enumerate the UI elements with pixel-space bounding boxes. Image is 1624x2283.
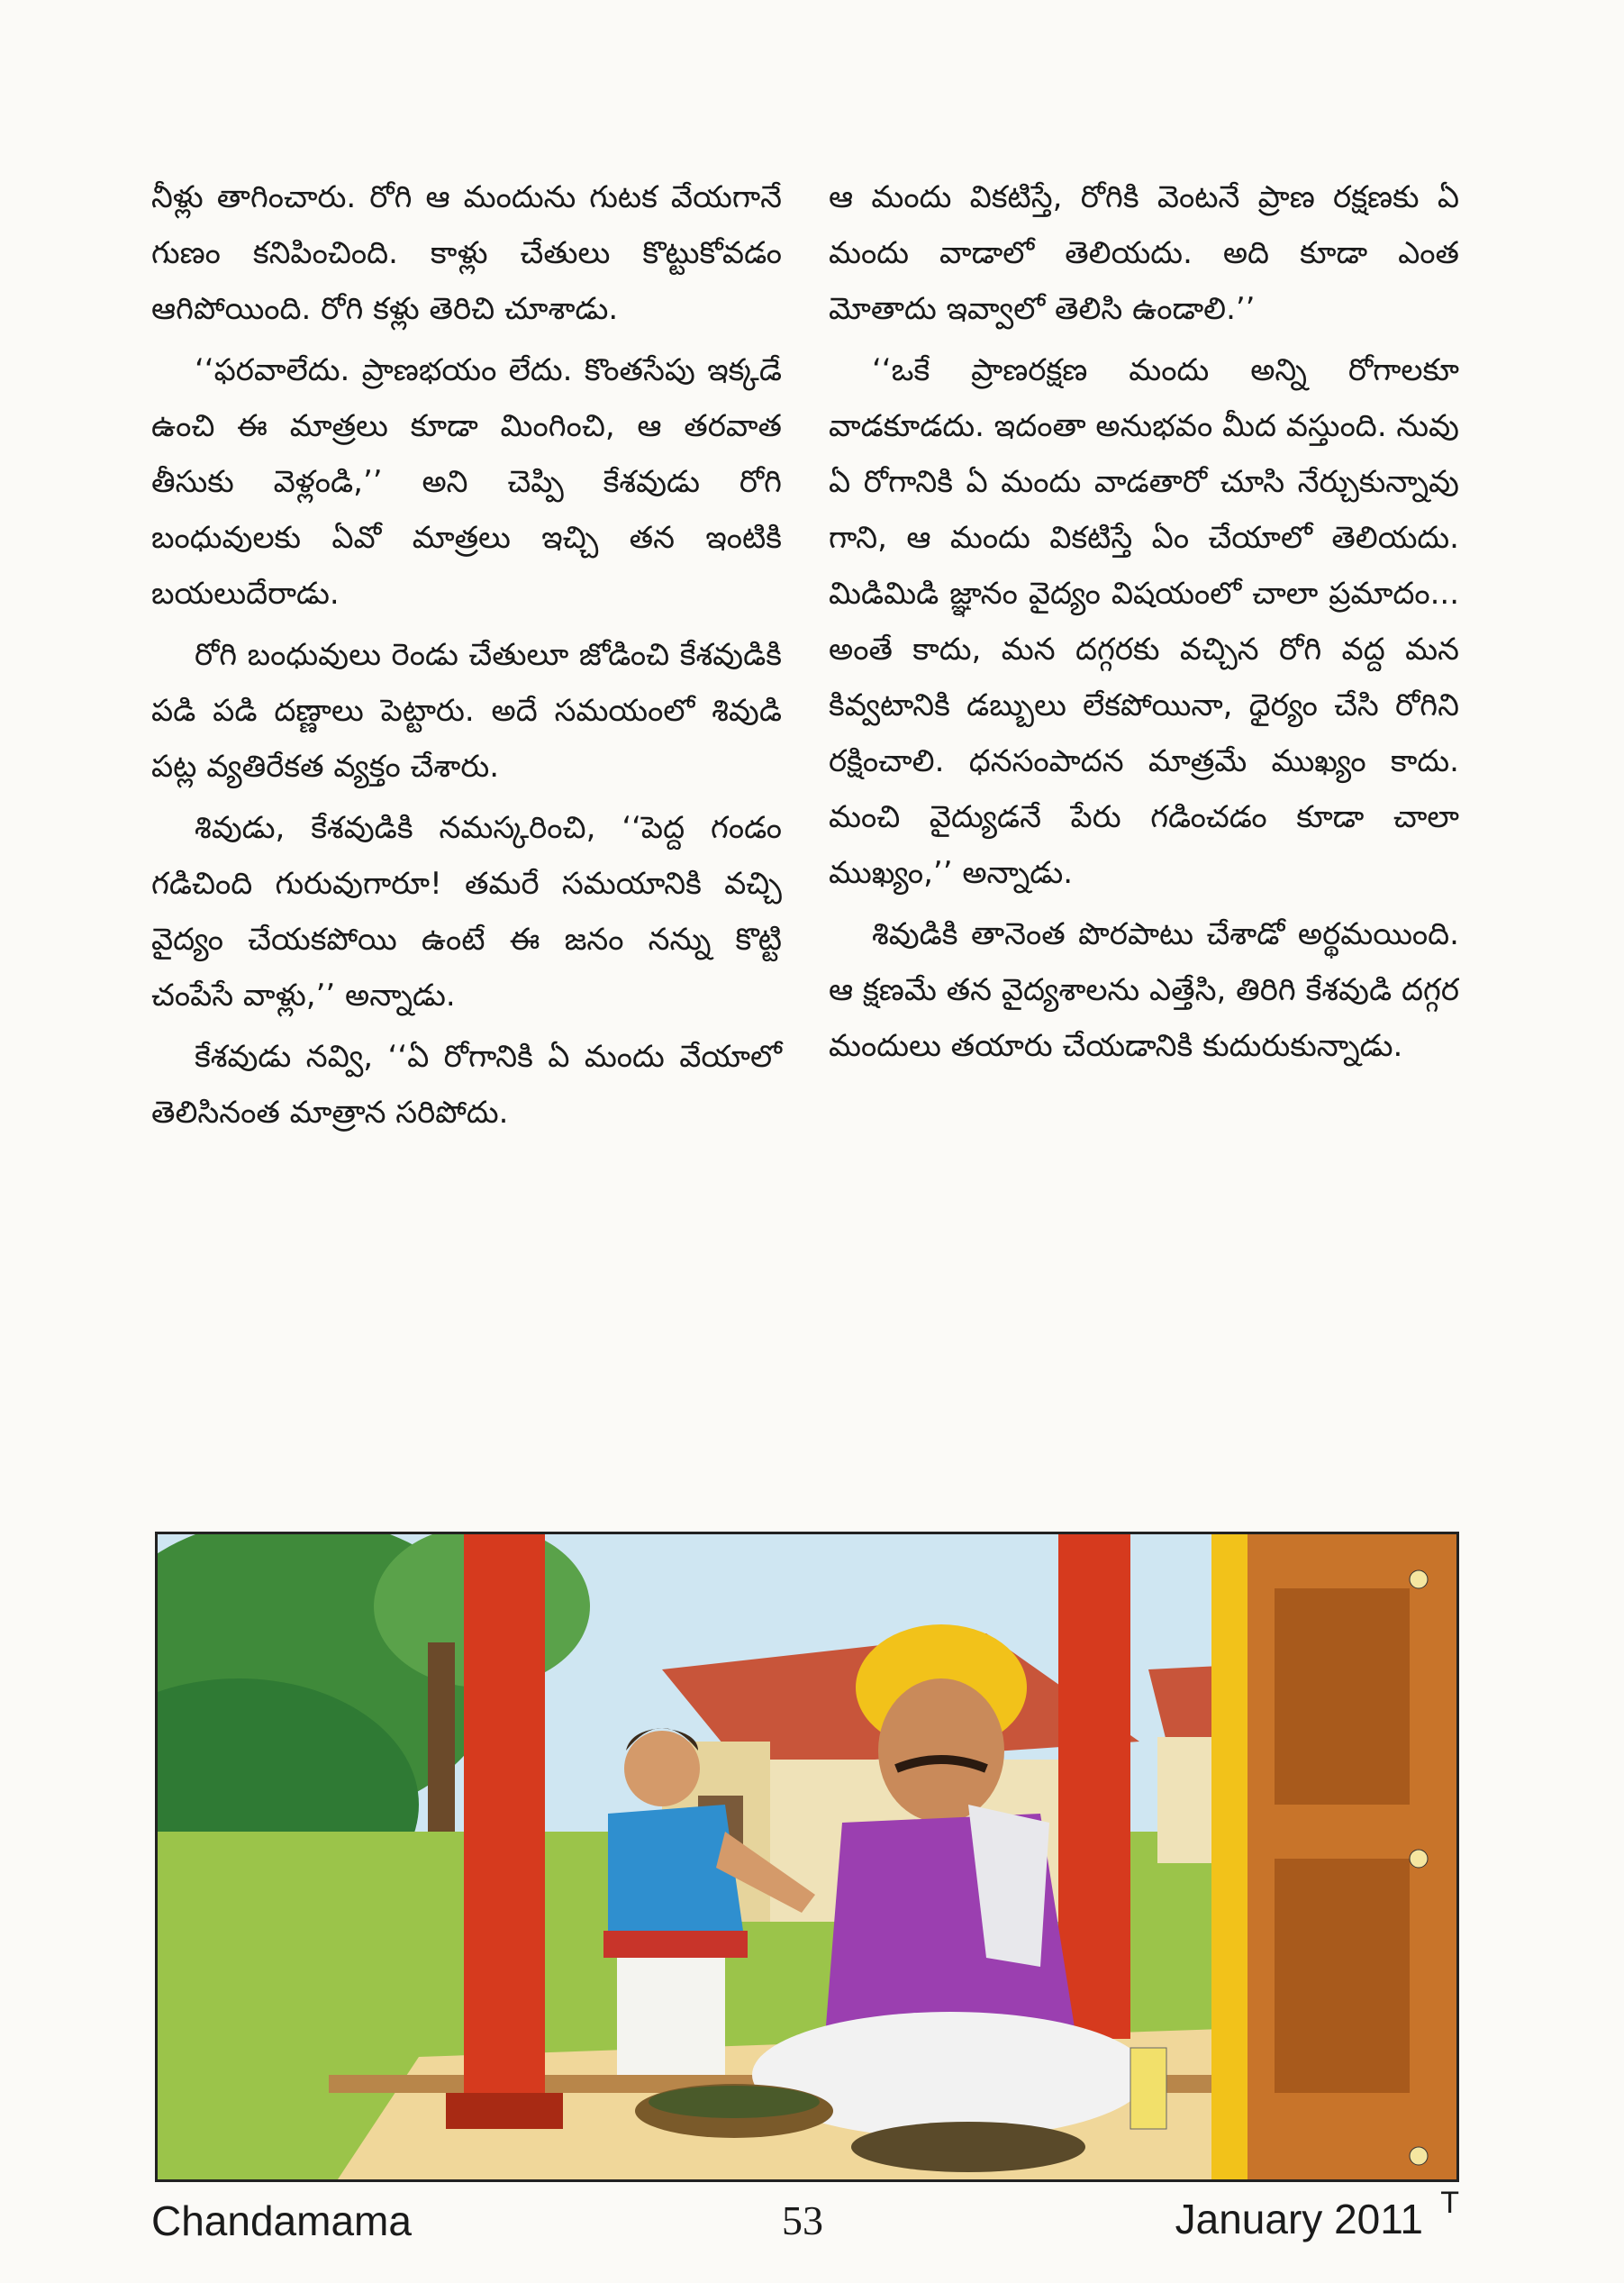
door-knob [1410,1850,1428,1868]
paragraph: కేశవుడు నవ్వి, ‘‘ఏ రోగానికి ఏ మందు వేయాలో తెలిసినంత మాత్రాన సరిపోదు. [151,1039,782,1131]
paragraph: ‘‘ఒకే ప్రాణరక్షణ మందు అన్ని రోగాలకూ వాడకూడదు. ఇదంతా అనుభవం మీద వస్తుంది. నువు ఏ రోగానికి ఏ మందు వాడతారో చూసి నేర్చుకున్నావు గాని, ఆ మందు వికటిస్తే ఏం చేయాలో తెలియదు. మిడిమిడి జ్ఞానం వైద్యం విషయంలో చాలా ప్రమాదం... అంతే కాదు, మన దగ్గరకు వచ్చిన రోగి వద్ద మన కివ్వటానికి డబ్బులు లేకపోయినా, ధైర్యం చేసి రోగిని రక్షించాలి. ధనసంపాదన మాత్రమే ముఖ్యం కాదు. మంచి వైద్యుడనే పేరు గడించడం కూడా చాలా ముఖ్యం,’’ అన్నాడు. [829,352,1459,891]
magazine-name: Chandamama [151,2197,412,2244]
door-panel [1275,1859,1410,2093]
page-number: 53 [782,2197,823,2243]
boy-shirt [608,1805,743,1940]
boy-sash [603,1931,748,1958]
paragraph: ‘‘ఫరవాలేదు. ప్రాణభయం లేదు. కొంతసేపు ఇక్కడే ఉంచి ఈ మాత్రలు కూడా మింగించి, ఆ తరవాత తీసుకు వెళ్లండి,’’ అని చెప్పి కేశవుడు రోగి బంధువులకు ఏవో మాత్రలు ఇచ్చి తన ఇంటికి బయలుదేరాడు. [151,352,782,612]
left-column [151,169,782,1516]
man-face [878,1678,1004,1823]
issue-date: January 2011 [1175,2196,1423,2242]
paragraph: రోగి బంధువులు రెండు చేతులూ జోడించి కేశవుడికి పడి పడి దణ్ణాలు పెట్టారు. అదే సమయంలో శివుడి పట్ల వ్యతిరేకత వ్యక్తం చేశారు. [151,637,782,785]
door-frame [1211,1534,1247,2179]
page-footer [151,2186,1459,2252]
boy-dhoti [617,1958,725,2075]
article-columns [151,169,1459,1516]
herbs [649,2086,820,2118]
corner-mark: T [1440,2186,1459,2220]
illustration-svg [158,1534,1456,2179]
red-pillar [464,1534,545,2111]
red-pillar [1058,1534,1130,2039]
pillar-base [446,2093,563,2129]
herb-bowl [851,2122,1085,2172]
door-panel [1275,1588,1410,1805]
paragraph: శివుడికి తానెంత పొరపాటు చేశాడో అర్థమయింది. ఆ క్షణమే తన వైద్యశాలను ఎత్తేసి, తిరిగి కేశవుడి దగ్గర మందులు తయారు చేయడానికి కుదురుకున్నాడు. [829,916,1459,1064]
paragraph: నీళ్లు తాగించారు. రోగి ఆ మందును గుటక వేయగానే గుణం కనిపించింది. కాళ్లు చేతులు కొట్టుకోవడం ఆగిపోయింది. రోగి కళ్లు తెరిచి చూశాడు. [151,179,782,327]
paragraph: శివుడు, కేశవుడికి నమస్కరించి, ‘‘పెద్ద గండం గడిచింది గురువుగారూ! తమరే సమయానికి వచ్చి వైద్యం చేయకపోయి ఉంటే ఈ జనం నన్ను కొట్టి చంపేసే వాళ్లు,’’ అన్నాడు. [151,810,782,1014]
door-knob [1410,2147,1428,2165]
medicine-bottle [1130,2048,1166,2129]
boy-head [624,1731,700,1806]
story-illustration [155,1532,1459,2182]
right-column [829,169,1459,1516]
paragraph: ఆ మందు వికటిస్తే, రోగికి వెంటనే ప్రాణ రక్షణకు ఏ మందు వాడాలో తెలియదు. అది కూడా ఎంత మోతాదు ఇవ్వాలో తెలిసి ఉండాలి.’’ [829,179,1459,327]
door-knob [1410,1570,1428,1588]
